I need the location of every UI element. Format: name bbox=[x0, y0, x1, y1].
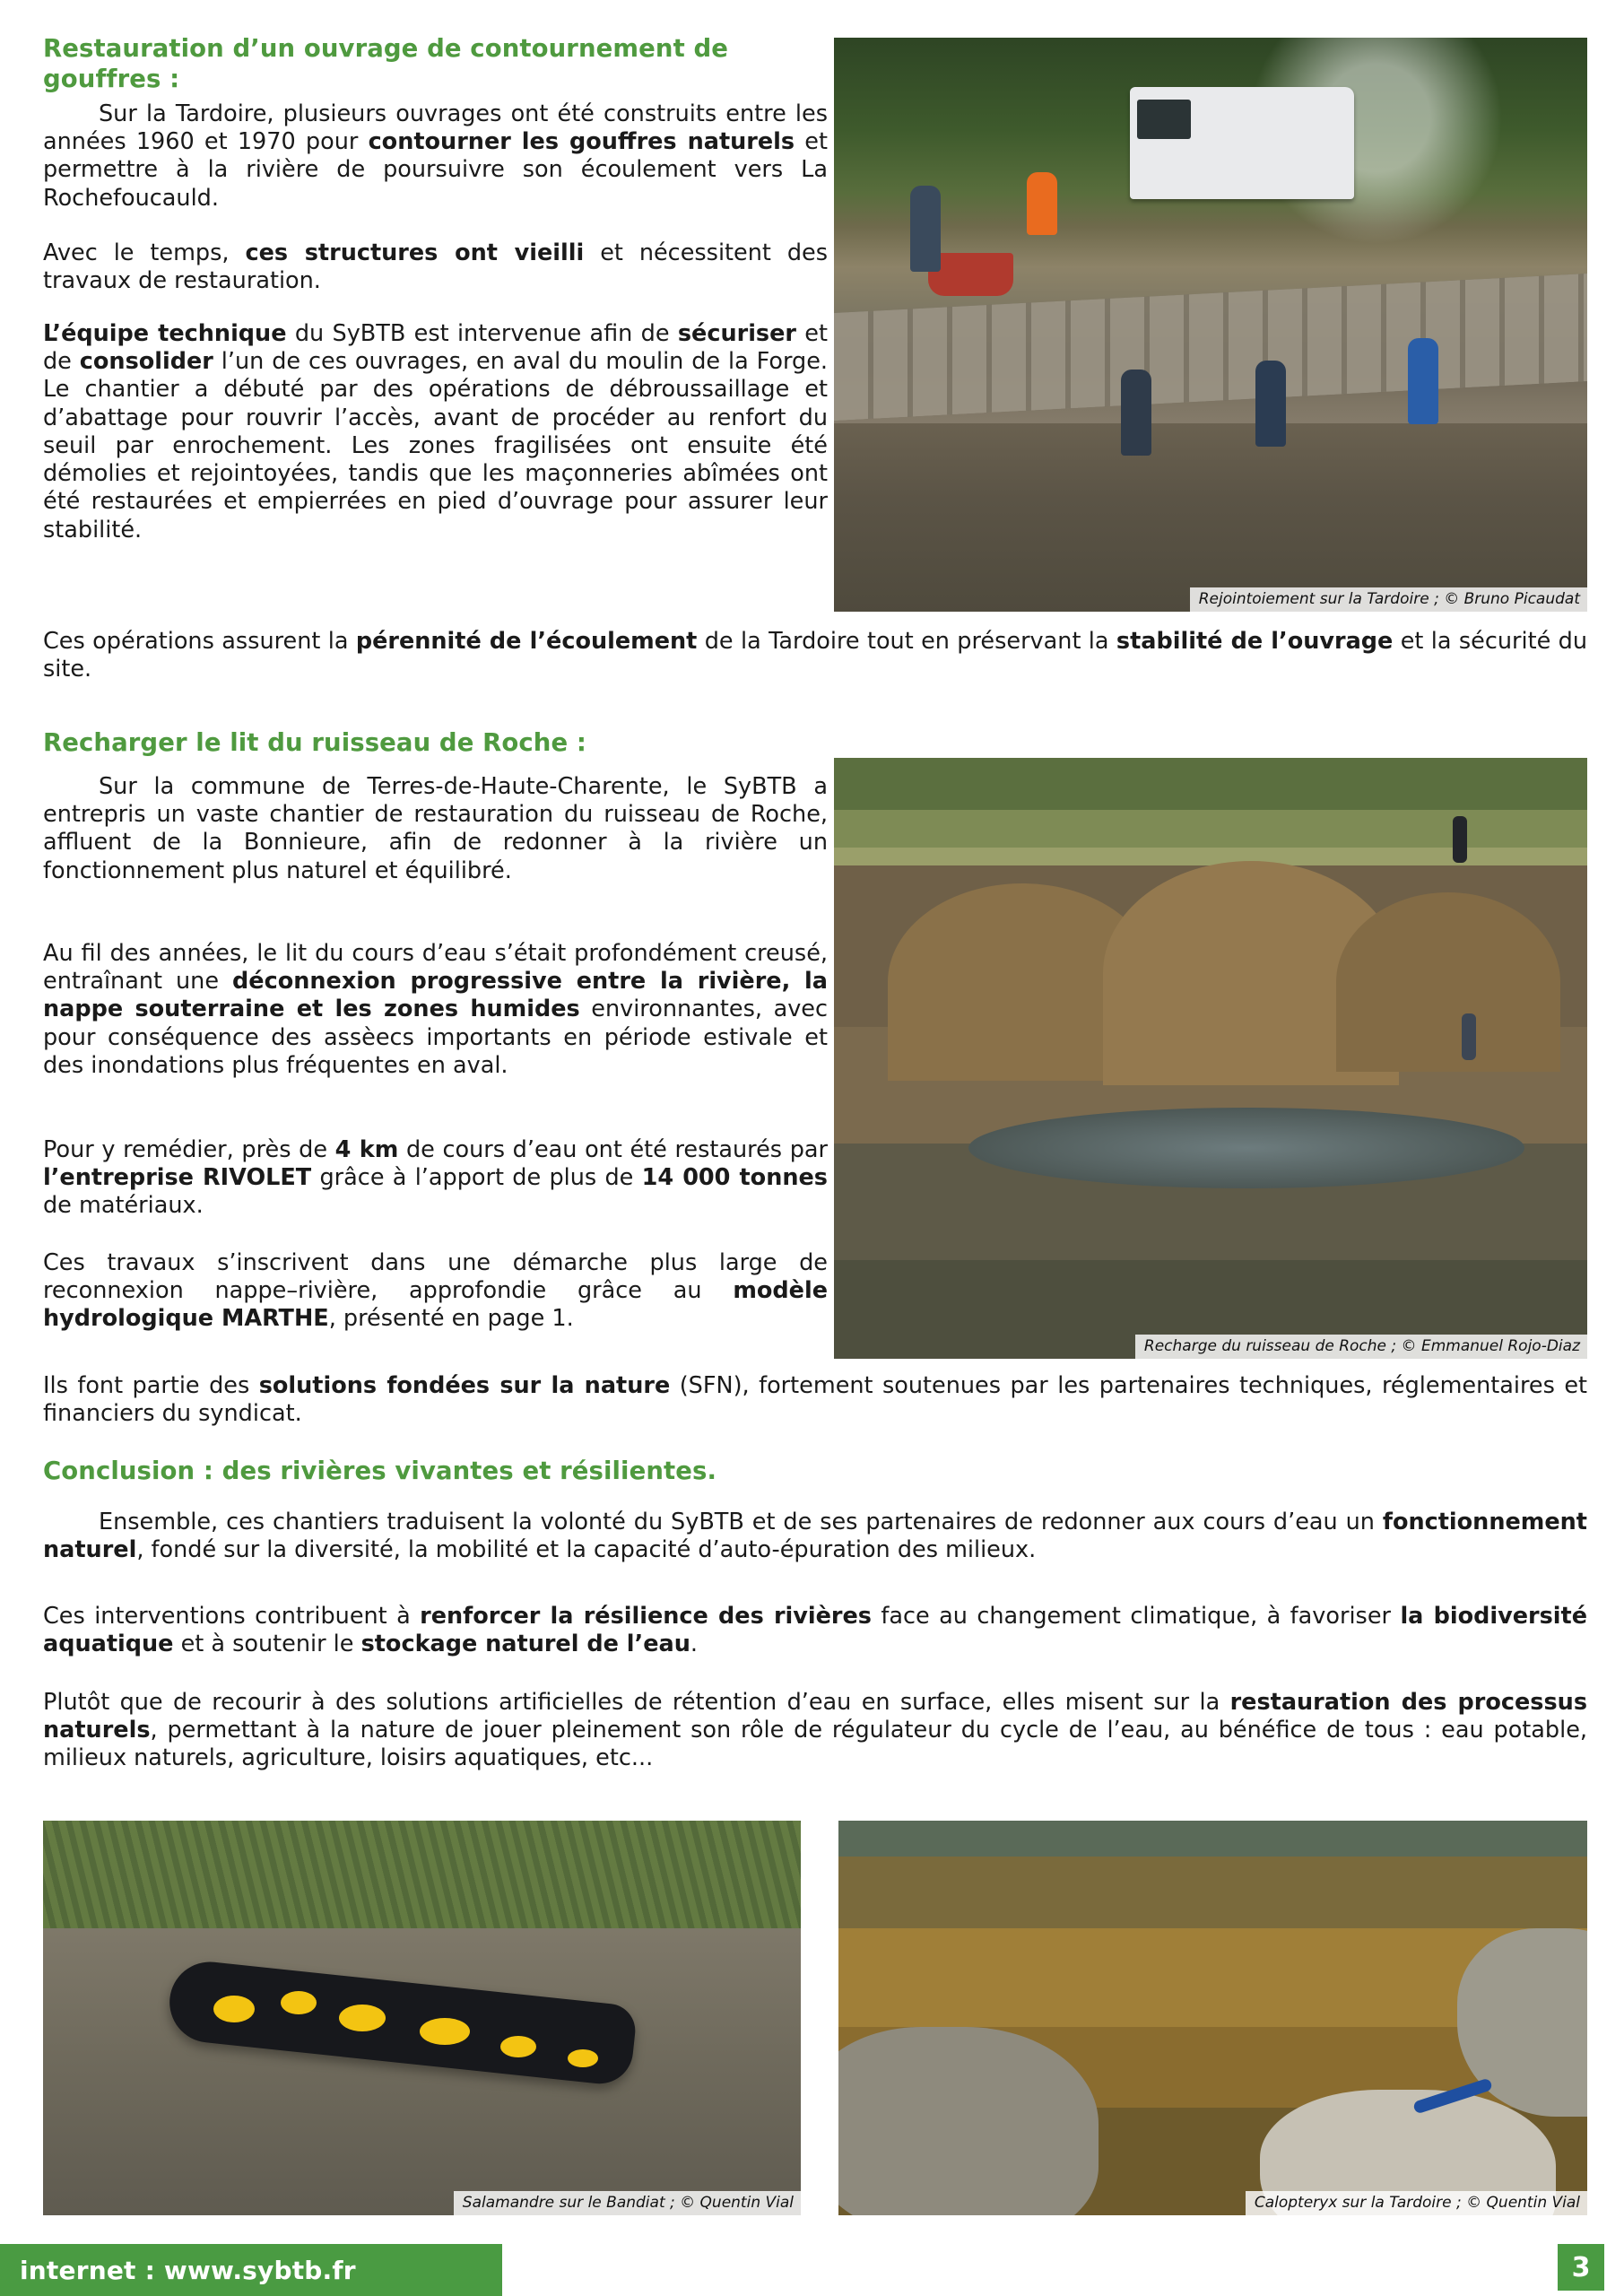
salamander-spot bbox=[500, 2036, 536, 2057]
text-fragment: de matériaux. bbox=[43, 1192, 204, 1220]
text-fragment: (SFN), fortement soutenues par les partenaires techniques, réglementaires et financiers du syndicat. bbox=[43, 1372, 1588, 1428]
text-bold: sécuriser bbox=[677, 320, 796, 347]
rock-shape bbox=[838, 2027, 1099, 2215]
text-fragment: grâce à l’apport de plus de bbox=[311, 1164, 642, 1192]
footer-internet-bar bbox=[0, 2244, 502, 2296]
soil-mound-shape bbox=[1336, 892, 1560, 1072]
wheelbarrow-shape bbox=[928, 253, 1013, 296]
photo-calopteryx bbox=[838, 1821, 1587, 2215]
text-bold: solutions fondées sur la nature bbox=[258, 1372, 671, 1399]
salamander-spot bbox=[568, 2049, 598, 2067]
paragraph-s1-p1 bbox=[43, 100, 828, 213]
text-bold: restauration des processus naturels bbox=[43, 1689, 1587, 1744]
photo-tardoire bbox=[834, 38, 1587, 612]
text-fragment: Ces interventions contribuent à bbox=[43, 1603, 421, 1630]
text-fragment: Plutôt que de recourir à des solutions artificielles de rétention d’eau en surface, elles misent sur la bbox=[43, 1689, 1230, 1716]
van-shape bbox=[1130, 87, 1354, 199]
salamander-spot bbox=[281, 1991, 317, 2014]
section-heading-recharger: Recharger le lit du ruisseau de Roche : bbox=[43, 728, 586, 757]
photo-caption: Calopteryx sur la Tardoire ; © Quentin Vial bbox=[1246, 2191, 1587, 2215]
grass-shape bbox=[43, 1821, 801, 1928]
text-bold: modèle hydrologique MARTHE bbox=[43, 1277, 828, 1333]
photo-salamandre bbox=[43, 1821, 801, 2215]
paragraph-s1-p2 bbox=[43, 239, 828, 295]
salamander-body-shape bbox=[166, 1958, 638, 2087]
text-bold: la biodiversité aquatique bbox=[43, 1603, 1587, 1658]
text-fragment: Avec le temps, bbox=[43, 239, 246, 266]
text-fragment: Pour y remédier, près de bbox=[43, 1136, 335, 1163]
footer-website-label[interactable]: internet : www.sybtb.fr bbox=[20, 2255, 356, 2285]
text-fragment: face au changement climatique, à favoriser bbox=[871, 1603, 1401, 1630]
text-bold: ces structures ont vieilli bbox=[245, 239, 585, 266]
text-fragment: Ces travaux s’inscrivent dans une démarche plus large de reconnexion nappe–rivière, approfondie grâce au bbox=[43, 1249, 828, 1305]
paragraph-s2-p2 bbox=[43, 940, 828, 1080]
person-figure bbox=[1462, 1013, 1476, 1060]
text-fragment: , permettant à la nature de jouer pleinement son rôle de régulateur du cycle de l’eau, au bénéfice de tous : eau potable, milieux naturels, agriculture, loisirs aquatiques, etc... bbox=[43, 1717, 1587, 1772]
text-fragment: du SyBTB est intervenue afin de bbox=[286, 320, 678, 347]
text-fragment: , présenté en page 1. bbox=[328, 1305, 574, 1333]
text-bold: déconnexion progressive entre la rivière, la nappe souterraine et les zones humides bbox=[43, 968, 828, 1023]
paragraph-s2-p3 bbox=[43, 1136, 828, 1221]
section-heading-conclusion: Conclusion : des rivières vivantes et résilientes. bbox=[43, 1457, 717, 1485]
water-pool-shape bbox=[968, 1108, 1524, 1188]
photo-caption: Salamandre sur le Bandiat ; © Quentin Vial bbox=[454, 2191, 801, 2215]
paragraph-s1-p4 bbox=[43, 628, 1587, 683]
text-bold: 4 km bbox=[334, 1136, 399, 1163]
paragraph-s3-p2 bbox=[43, 1603, 1587, 1658]
text-bold: l’entreprise RIVOLET bbox=[43, 1164, 312, 1192]
salamander-spot bbox=[420, 2018, 470, 2045]
person-figure bbox=[1453, 816, 1467, 863]
paragraph-s2-p4 bbox=[43, 1249, 828, 1334]
section-heading-restauration: Restauration d’un ouvrage de contournement de gouffres : bbox=[43, 34, 729, 93]
worker-figure bbox=[910, 186, 941, 272]
text-fragment: et de bbox=[43, 320, 828, 376]
text-fragment: Ils font partie des bbox=[43, 1372, 259, 1399]
text-fragment: et nécessitent des travaux de restauration. bbox=[43, 239, 828, 295]
text-fragment: de la Tardoire tout en préservant la bbox=[697, 628, 1116, 655]
text-bold: fonctionnement naturel bbox=[43, 1509, 1587, 1564]
text-fragment: Au fil des années, le lit du cours d’eau s’était profondément creusé, entraînant une bbox=[43, 940, 828, 996]
text-fragment: . bbox=[690, 1631, 698, 1658]
text-fragment: Ensemble, ces chantiers traduisent la volonté du SyBTB et de ses partenaires de redonner aux cours d’eau un bbox=[99, 1509, 1383, 1535]
text-bold: stockage naturel de l’eau bbox=[360, 1631, 690, 1658]
text-bold: consolider bbox=[79, 348, 213, 376]
paragraph-s3-p3 bbox=[43, 1689, 1587, 1773]
text-fragment: l’un de ces ouvrages, en aval du moulin de la Forge. Le chantier a débuté par des opérations de débroussaillage et d’abattage pour rouvrir l’accès, avant de procéder au renfort du seuil par enrochement. Les zones fragilisées ont ensuite été démolies et rejointoyées, tandis que les maçonneries abîmées ont été restaurées et empierrées en pied d’ouvrage pour assurer leur stabilité. bbox=[43, 348, 828, 544]
worker-figure bbox=[1255, 361, 1286, 447]
worker-figure bbox=[1027, 172, 1057, 235]
text-fragment: Ces opérations assurent la bbox=[43, 628, 356, 655]
paragraph-s2-p1: Sur la commune de Terres-de-Haute-Charente, le SyBTB a entrepris un vaste chantier de restauration du ruisseau de Roche, affluent de la Bonnieure, afin de redonner à la rivière un fonctionnement plus naturel et équilibré. bbox=[43, 773, 828, 884]
salamander-spot bbox=[213, 1996, 255, 2022]
page-number-badge: 3 bbox=[1558, 2244, 1604, 2291]
paragraph-s3-p1 bbox=[43, 1509, 1587, 1564]
text-bold: stabilité de l’ouvrage bbox=[1116, 628, 1394, 655]
text-fragment: et la sécurité du site. bbox=[43, 628, 1587, 683]
text-fragment: et permettre à la rivière de poursuivre son écoulement vers La Rochefoucauld. bbox=[43, 128, 828, 212]
text-bold: 14 000 tonnes bbox=[641, 1164, 828, 1192]
salamander-spot bbox=[339, 2005, 386, 2031]
text-bold: pérennité de l’écoulement bbox=[355, 628, 698, 655]
photo-ruisseau-de-roche bbox=[834, 758, 1587, 1359]
paragraph-s2-p5 bbox=[43, 1372, 1587, 1428]
paragraph-s1-p3 bbox=[43, 320, 828, 544]
text-fragment: et à soutenir le bbox=[173, 1631, 361, 1658]
photo-caption: Rejointoiement sur la Tardoire ; © Bruno Picaudat bbox=[1190, 587, 1587, 612]
text-bold: contourner les gouffres naturels bbox=[368, 128, 795, 156]
text-fragment: environnantes, avec pour conséquence des assèecs importants en période estivale et des inondations plus fréquentes en aval. bbox=[43, 996, 828, 1079]
photo-caption: Recharge du ruisseau de Roche ; © Emmanuel Rojo-Diaz bbox=[1135, 1335, 1587, 1359]
text-bold: renforcer la résilience des rivières bbox=[420, 1603, 872, 1630]
riverbed-shape bbox=[834, 423, 1587, 612]
worker-figure bbox=[1121, 370, 1151, 456]
text-bold: L’équipe technique bbox=[43, 320, 287, 347]
text-fragment: Sur la Tardoire, plusieurs ouvrages ont été construits entre les années 1960 et 1970 pour bbox=[43, 100, 828, 156]
worker-figure bbox=[1408, 338, 1438, 424]
text-fragment: , fondé sur la diversité, la mobilité et la capacité d’auto-épuration des milieux. bbox=[136, 1536, 1037, 1564]
text-fragment: de cours d’eau ont été restaurés par bbox=[398, 1136, 828, 1163]
